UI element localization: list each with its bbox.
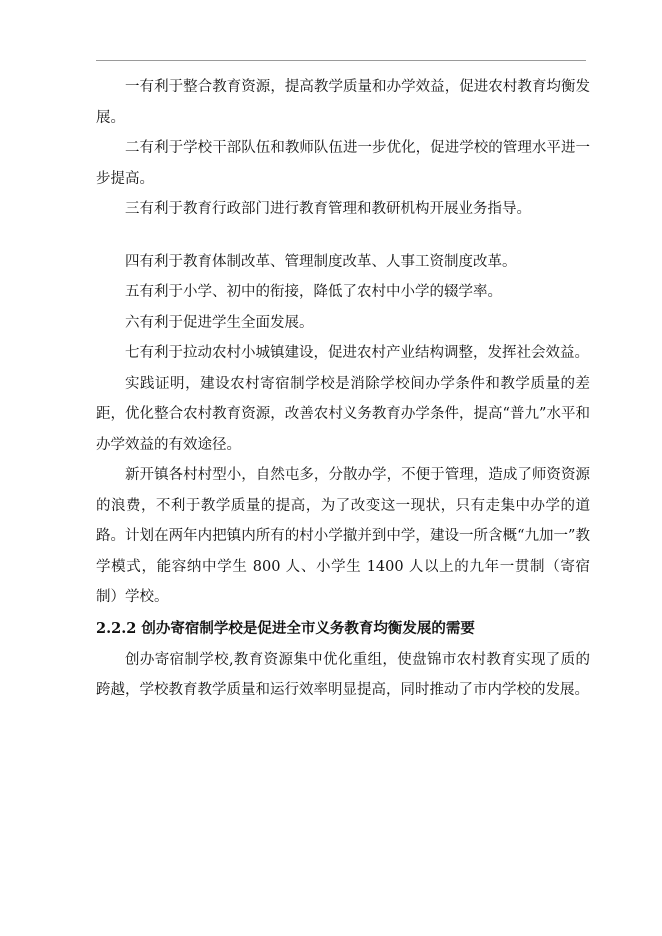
paragraph-4: 四有利于教育体制改革、管理制度改革、人事工资制度改革。 [125, 253, 517, 270]
paragraph-2: 二有利于学校干部队伍和教师队伍进一步优化，促进学校的管理水平进一步提高。 [96, 140, 590, 187]
section-heading: 2.2.2 创办寄宿制学校是促进全市义务教育均衡发展的需要 [96, 619, 475, 637]
paragraph-1: 一有利于整合教育资源，提高教学质量和办学效益，促进农村教育均衡发展。 [96, 79, 590, 126]
paragraph-5: 五有利于小学、初中的衔接，降低了农村中小学的辍学率。 [125, 284, 502, 300]
paragraph-7: 七有利于拉动农村小城镇建设，促进农村产业结构调整，发挥社会效益。 [125, 345, 589, 361]
paragraph-3: 三有利于教育行政部门进行教育管理和教研机构开展业务指导。 [125, 201, 531, 217]
document-body [96, 72, 590, 706]
paragraph-6: 六有利于促进学生全面发展。 [125, 314, 314, 331]
header-rule [96, 60, 586, 61]
paragraph-10: 创办寄宿制学校,教育资源集中优化重组，使盘锦市农村教育实现了质的跨越，学校教育教学质量和运行效率明显提高，同时推动了市内学校的发展。 [96, 651, 590, 698]
paragraph-9: 新开镇各村村型小，自然屯多，分散办学，不便于管理，造成了师资资源的浪费，不利于教学质量的提高，为了改变这一现状，只有走集中办学的道路。计划在两年内把镇内所有的村小学撤并到中学，建设一所含概“九加一”教学模式，能容纳中学生 800 人、小学生 1400 人以上的九年一贯制（寄宿制）学校。 [96, 467, 590, 605]
paragraph-8: 实践证明，建设农村寄宿制学校是消除学校间办学条件和教学质量的差距，优化整合农村教育资源，改善农村义务教育办学条件，提高“普九”水平和办学效益的有效途径。 [96, 375, 590, 453]
